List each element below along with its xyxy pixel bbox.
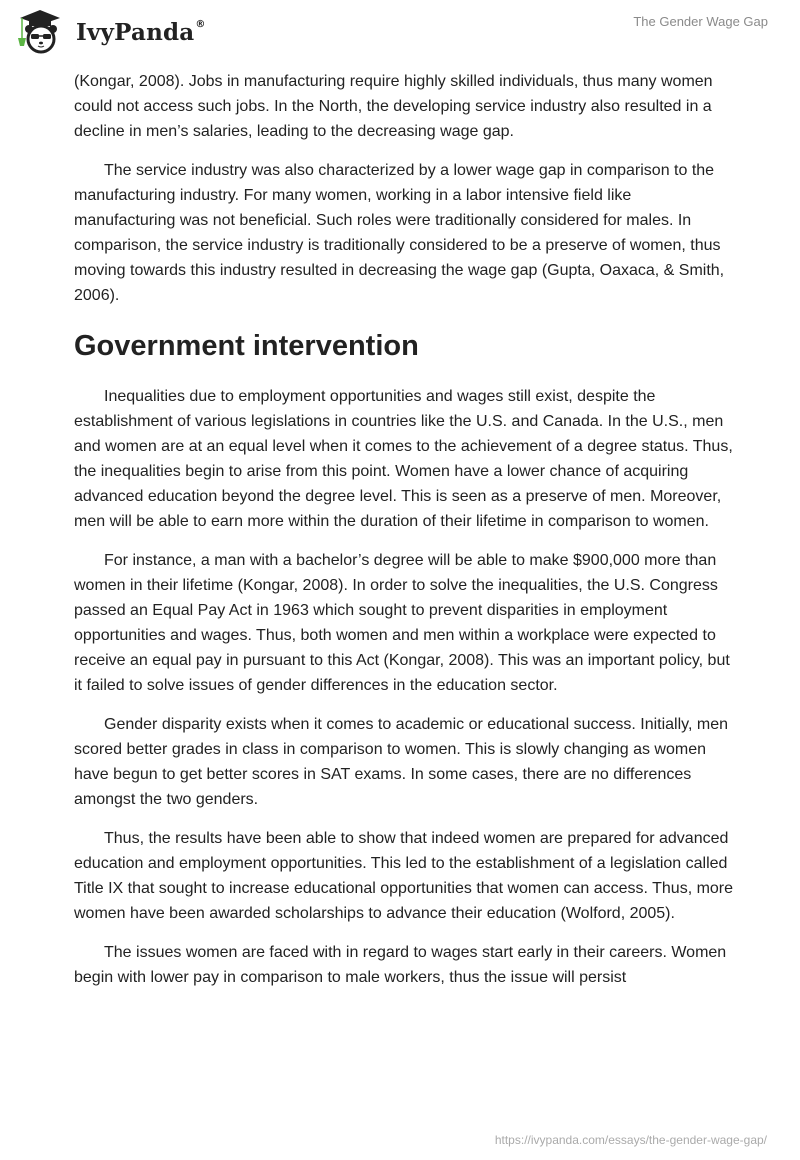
paragraph: Gender disparity exists when it comes to academic or educational success. Initially, men scored better grades in class in comparison to women. This is slowly changing as women have begun to get better scores in SAT exams. In some cases, there are no differences amongst the two genders.: [74, 716, 728, 808]
paragraph: Inequalities due to employment opportunities and wages still exist, despite the establishment of various legislations in countries like the U.S. and Canada. In the U.S., men and women are at an equal level when it comes to the achievement of a degree status. Thus, the inequalities begin to arise from this point. Women have a lower chance of acquiring advanced education beyond the degree level. This is seen as a preserve of men. Moreover, men will be able to earn more within the duration of their lifetime in comparison to women.: [74, 388, 733, 530]
paragraph: (Kongar, 2008). Jobs in manufacturing require highly skilled individuals, thus many women could not access such jobs. In the North, the developing service industry also resulted in a decline in men’s salaries, leading to the decreasing wage gap.: [74, 73, 713, 140]
paragraph: For instance, a man with a bachelor’s degree will be able to make $900,000 more than women in their lifetime (Kongar, 2008). In order to solve the inequalities, the U.S. Congress passed an Equal Pay Act in 1963 which sought to prevent disparities in employment opportunities and wages. Thus, both women and men within a workplace were expected to receive an equal pay in pursuant to this Act (Kongar, 2008). This was an important policy, but it failed to solve issues of gender differences in the education sector.: [74, 552, 730, 694]
page-header: [0, 0, 800, 62]
essay-content: [74, 69, 734, 1004]
brand-name: IvyPanda®: [76, 18, 206, 46]
registered-mark: ®: [195, 18, 206, 30]
paragraph: The service industry was also characterized by a lower wage gap in comparison to the manufacturing industry. For many women, working in a labor intensive field like manufacturing was not beneficial. Such roles were traditionally considered for males. In comparison, the service industry is traditionally considered to be a preserve of women, thus moving towards this industry resulted in decreasing the wage gap (Gupta, Oaxaca, & Smith, 2006).: [74, 162, 725, 304]
section-heading: Government intervention: [74, 330, 419, 362]
paragraph: The issues women are faced with in regard to wages start early in their careers. Women begin with lower pay in comparison to male workers, thus the issue will persist: [74, 944, 727, 986]
panda-graduate-icon: [14, 8, 66, 54]
source-url-link[interactable]: https://ivypanda.com/essays/the-gender-wage-gap/: [494, 1133, 767, 1147]
paragraph: Thus, the results have been able to show that indeed women are prepared for advanced education and employment opportunities. This led to the establishment of a legislation called Title IX that sought to increase educational opportunities that women can access. Thus, more women have been awarded scholarships to advance their education (Wolford, 2005).: [74, 830, 734, 922]
ivypanda-logo[interactable]: [14, 8, 206, 54]
document-title: The Gender Wage Gap: [633, 14, 768, 29]
